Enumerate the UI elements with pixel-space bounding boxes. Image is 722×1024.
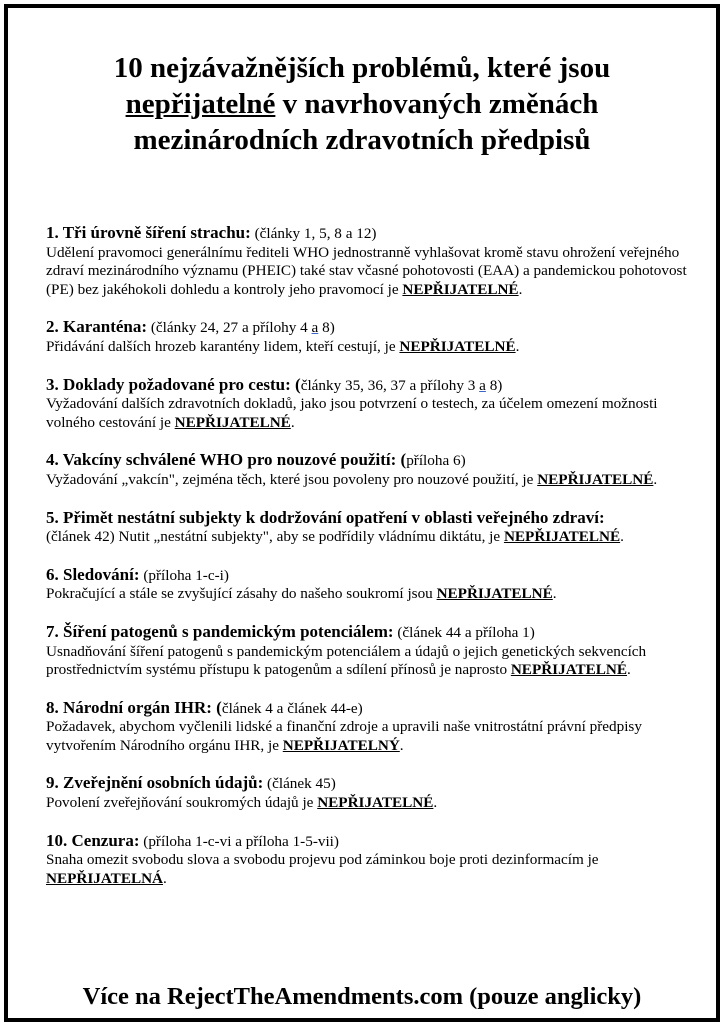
item-body: Udělení pravomoci generálnímu řediteli WHO jednostranně vyhlašovat kromě stavu ohrožení veřejného zdraví mezinárodního významu (PHEIC) také stav včasné pohotovosti (EAA) a pandemickou pohotovost (PE) bez jakéhokoli dohledu a kontroly jeho pravomocí je (46, 243, 687, 298)
item-reference: (článek 45) (263, 775, 336, 793)
problem-item-1: 1. Tři úrovně šíření strachu: (články 1, 5, 8 a 12) Udělení pravomoci generálnímu řediteli WHO jednostranně vyhlašovat kromě stavu ohrožení veřejného zdraví mezinárodního významu (PHEIC) také stav včasné pohotovosti (EAA) a pandemickou pohotovost (PE) bez jakéhokoli dohledu a kontroly jeho pravomocí je NEPŘIJATELNÉ. (46, 223, 687, 298)
item-reference: (příloha 1-c-vi a příloha 1-5-vii) (139, 832, 339, 850)
item-reference: (články 24, 27 a přílohy 4 a 8) (147, 319, 335, 337)
problem-item-8: 8. Národní orgán IHR: (článek 4 a článek 44-e) Požadavek, abychom vyčlenili lidské a finanční zdroje a upravili naše vnitrostátní právní předpisy vytvořením Národního orgánu IHR, je NEPŘIJATELNÝ. (46, 697, 642, 754)
item-verdict: NEPŘIJATELNÉ (399, 337, 516, 355)
title-underlined-word: nepřijatelné (125, 88, 276, 120)
title-line-2-rest: v navrhovaných změnách (275, 88, 599, 120)
title-line-1: 10 nejzávažnějších problémů, které jsou (113, 52, 611, 84)
item-verdict: NEPŘIJATELNÉ (510, 661, 628, 679)
footer-link-text: Více na RejectTheAmendments.com (pouze anglicky) (82, 983, 642, 1010)
item-body: Povolení zveřejňování soukromých údajů je (46, 794, 318, 812)
item-verdict: NEPŘIJATELNÁ (46, 869, 164, 887)
item-heading: 7. Šíření patogenů s pandemickým potenciálem: (46, 621, 394, 641)
item-verdict: NEPŘIJATELNÉ (402, 280, 519, 298)
problem-item-5: 5. Přimět nestátní subjekty k dodržování opatření v oblasti veřejného zdraví: (článek 42) Nutit „nestátní subjekty", aby se podřídily vládnímu diktátu, je NEPŘIJATELNÉ. (46, 507, 624, 546)
item-verdict: NEPŘIJATELNÉ (537, 470, 654, 488)
item-body: Vyžadování „vakcín", zejména těch, které jsou povoleny pro nouzové použití, je (46, 470, 538, 488)
item-body: Pokračující a stále se zvyšující zásahy do našeho soukromí jsou (46, 585, 437, 603)
problem-item-9: 9. Zveřejnění osobních údajů: (článek 45) Povolení zveřejňování soukromých údajů je NEPŘIJATELNÉ. (46, 773, 438, 812)
item-body: (článek 42) Nutit „nestátní subjekty", aby se podřídily vládnímu diktátu, je (46, 528, 504, 546)
item-reference: články 35, 36, 37 a přílohy 3 a 8) (300, 376, 503, 394)
item-body: Snaha omezit svobodu slova a svobodu projevu pod záminkou boje proti dezinformacím je (46, 851, 599, 869)
title-line-2 (8, 86, 716, 122)
item-verdict: NEPŘIJATELNÉ (317, 794, 434, 812)
item-reference: (články 1, 5, 8 a 12) (250, 225, 377, 242)
item-reference: článek 4 a článek 44-e) (221, 699, 363, 717)
problem-item-4: 4. Vakcíny schválené WHO pro nouzové použití: (příloha 6) Vyžadování „vakcín", zejména těch, které jsou povoleny pro nouzové použití, je NEPŘIJATELNÉ. (46, 450, 658, 488)
item-reference: příloha 6) (406, 452, 466, 470)
problem-item-7: 7. Šíření patogenů s pandemickým potenciálem: (článek 44 a příloha 1) Usnadňování šíření patogenů s pandemickým potenciálem a údajů o jejich genetických sekvencích prostřednictvím systému přístupu k patogenům a sdílení přínosů je naprosto NEPŘIJATELNÉ. (46, 621, 647, 679)
item-verdict: NEPŘIJATELNÉ (503, 528, 621, 546)
item-heading: 6. Sledování: (46, 564, 140, 584)
item-body: Vyžadování dalších zdravotních dokladů, jako jsou potvrzení o testech, za účelem omezení možnosti volného cestování je (46, 395, 658, 431)
item-reference: (článek 44 a příloha 1) (393, 623, 535, 641)
item-heading: 2. Karanténa: (46, 317, 148, 337)
item-heading: 4. Vakcíny schválené WHO pro nouzové použití: ( (46, 450, 407, 470)
item-verdict: NEPŘIJATELNÉ (436, 585, 553, 603)
item-heading: 5. Přimět nestátní subjekty k dodržování opatření v oblasti veřejného zdraví: (46, 507, 605, 527)
item-body: Přidávání dalších hrozeb karantény lidem, kteří cestují, je (46, 337, 400, 355)
page-frame (4, 4, 720, 1022)
problem-list (46, 224, 690, 907)
problem-item-10: 10. Cenzura: (příloha 1-c-vi a příloha 1-5-vii) Snaha omezit svobodu slova a svobodu projevu pod záminkou boje proti dezinformacím je NEPŘIJATELNÁ. (46, 830, 599, 887)
problem-item-6: 6. Sledování: (příloha 1-c-i) Pokračující a stále se zvyšující zásahy do našeho soukromí jsou NEPŘIJATELNÉ. (46, 564, 557, 603)
item-verdict: NEPŘIJATELNÉ (174, 413, 291, 431)
item-verdict: NEPŘIJATELNÝ (282, 736, 400, 754)
problem-item-3: 3. Doklady požadované pro cestu: (články 35, 36, 37 a přílohy 3 a 8) Vyžadování dalších zdravotních dokladů, jako jsou potvrzení o testech, za účelem omezení možnosti volného cestování je NEPŘIJATELNÉ. (46, 374, 658, 431)
item-reference: (příloha 1-c-i) (139, 566, 229, 584)
page-title (8, 50, 716, 158)
item-body: Požadavek, abychom vyčlenili lidské a finanční zdroje a upravili naše vnitrostátní právní předpisy vytvořením Národního orgánu IHR, je (46, 718, 642, 754)
problem-item-2: 2. Karanténa: (články 24, 27 a přílohy 4 a 8) Přidávání dalších hrozeb karantény lidem, kteří cestují, je NEPŘIJATELNÉ. (46, 317, 520, 355)
item-heading: 8. Národní orgán IHR: ( (46, 697, 222, 717)
item-body: Usnadňování šíření patogenů s pandemickým potenciálem a údajů o jejich genetických sekvencích prostřednictvím systému přístupu k patogenům a sdílení přínosů je naprosto (46, 642, 647, 679)
item-heading: 3. Doklady požadované pro cestu: ( (46, 374, 301, 394)
item-heading: 1. Tři úrovně šíření strachu: (46, 223, 251, 242)
item-heading: 10. Cenzura: (46, 830, 140, 850)
item-heading: 9. Zveřejnění osobních údajů: (46, 773, 264, 793)
title-line-3: mezinárodních zdravotních předpisů (133, 124, 591, 156)
